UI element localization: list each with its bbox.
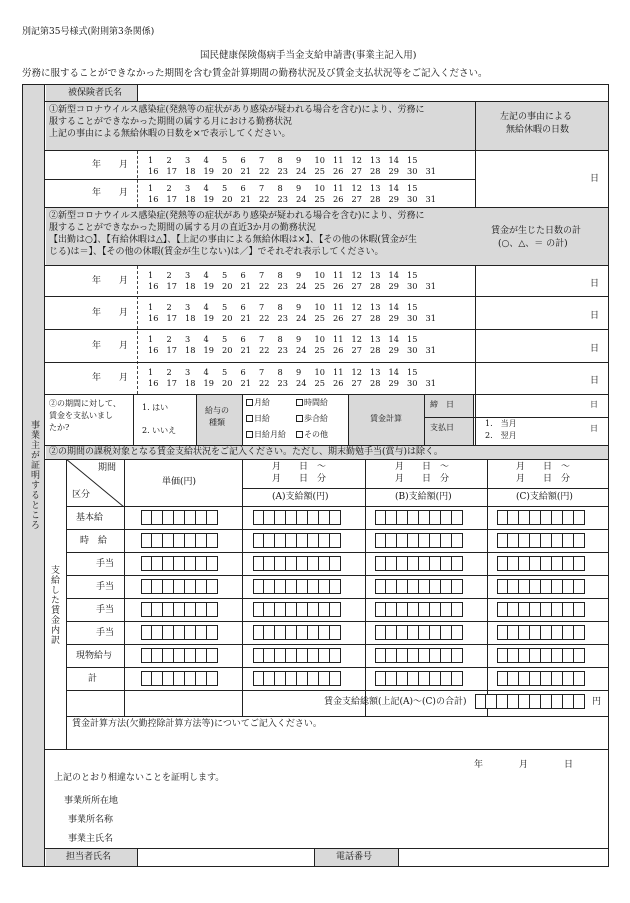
total-label: 賃金支給総額(上記(A)～(C)の合計) [324, 697, 467, 707]
amount-b-boxes-row-4[interactable] [375, 602, 463, 617]
category-label: 区分 [72, 490, 91, 500]
amount-a-boxes-row-3[interactable] [253, 579, 341, 594]
payment-q-2: 賃金を支払いまし [49, 411, 113, 420]
row-label-4: 手当 [96, 605, 115, 615]
page-title: 国民健康保険傷病手当金支給申請書(事業主記入用) [200, 50, 417, 61]
checkbox-icon [246, 399, 253, 406]
amount-b-boxes-row-2[interactable] [375, 556, 463, 571]
cert-date[interactable]: 年 月 日 [474, 760, 574, 770]
side-label: 事業主が証明するところ [29, 420, 39, 530]
payment-no[interactable]: 2. いいえ [142, 426, 177, 435]
period-a-from: 月 日 ～ [272, 462, 327, 472]
payment-q-3: たか? [49, 423, 70, 432]
next-month[interactable]: 2. 翌月 [485, 431, 517, 440]
s1-day-unit: 日 [590, 174, 600, 184]
section2-text-3: 【出勤は○】、【有給休暇は△】、【上記の事由による無給休暇は×】、【その他の休暇(賃金が生 [49, 235, 417, 245]
salary-type-label-2: 種類 [209, 418, 225, 427]
row-label-6: 現物給与 [76, 651, 113, 661]
opt-commission[interactable]: 歩合給 [296, 414, 328, 424]
col-a-header: (A)支給額(円) [272, 492, 329, 502]
amount-b-boxes-row-0[interactable] [375, 510, 463, 525]
insured-name-field[interactable] [139, 85, 608, 101]
s2-day-unit-4: 日 [590, 376, 600, 386]
row-label-3: 手当 [96, 582, 115, 592]
amount-c-boxes-row-7[interactable] [497, 671, 585, 686]
total-yen: 円 [592, 697, 602, 707]
amount-c-boxes-row-3[interactable] [497, 579, 585, 594]
closing-day-unit: 日 [590, 400, 598, 409]
s2-days-3[interactable]: 1 2 3 4 5 6 7 8 9 10 11 12 13 14 15 16 17 18 19 20 21 22 23 24 25 26 27 28 29 30 31 [148, 334, 436, 355]
checkbox-icon [296, 399, 303, 406]
phone-label: 電話番号 [336, 852, 373, 862]
checkbox-icon [246, 431, 253, 438]
opt-hourly[interactable]: 時間給 [296, 398, 328, 408]
calc-method-label: 賃金計算方法(欠勤控除計算方法等)についてご記入ください。 [72, 719, 322, 729]
amount-c-boxes-row-5[interactable] [497, 625, 585, 640]
unit-price-boxes-row-6[interactable] [141, 648, 218, 663]
s1-month-label-2: 年 月 [92, 188, 129, 198]
period-c-from: 月 日 ～ [516, 462, 571, 472]
calc-method-field[interactable] [67, 731, 607, 749]
unit-price-boxes-row-7[interactable] [141, 671, 218, 686]
s2-month-label-4: 年 月 [92, 373, 129, 383]
unit-price-boxes-row-4[interactable] [141, 602, 218, 617]
unit-price-boxes-row-0[interactable] [141, 510, 218, 525]
person-in-charge-field[interactable] [139, 849, 313, 866]
s1-days-2[interactable]: 1 2 3 4 5 6 7 8 9 10 11 12 13 14 15 16 17 18 19 20 21 22 23 24 25 26 27 28 29 30 31 [148, 183, 436, 204]
unit-price-boxes-row-5[interactable] [141, 625, 218, 640]
section2-text-1: ②新型コロナウイルス感染症(発熱等の症状があり感染が疑われる場合を含む)により、労務に [49, 211, 425, 221]
amount-c-boxes-row-2[interactable] [497, 556, 585, 571]
section2-text-2: 服することができなかった期間の属する月の直近3か月の勤務状況 [49, 223, 316, 233]
opt-other[interactable]: その他 [296, 430, 328, 440]
s1-days-1[interactable]: 1 2 3 4 5 6 7 8 9 10 11 12 13 14 15 16 17 18 19 20 21 22 23 24 25 26 27 28 29 30 31 [148, 155, 436, 176]
period-c-to: 月 日 分 [516, 474, 571, 484]
section1-right-2: 無給休暇の日数 [506, 125, 570, 135]
employer-name-label: 事業主氏名 [68, 834, 114, 844]
s2-month-label-3: 年 月 [92, 341, 129, 351]
unit-price-boxes-row-2[interactable] [141, 556, 218, 571]
instruction-text: 労務に服することができなかった期間を含む賃金計算期間の勤務状況及び賃金支払状況等をご記入ください。 [22, 68, 488, 79]
row-label-2: 手当 [96, 559, 115, 569]
s2-days-4[interactable]: 1 2 3 4 5 6 7 8 9 10 11 12 13 14 15 16 17 18 19 20 21 22 23 24 25 26 27 28 29 30 31 [148, 367, 436, 388]
amount-c-boxes-row-1[interactable] [497, 533, 585, 548]
amount-a-boxes-row-5[interactable] [253, 625, 341, 640]
s2-day-unit-3: 日 [590, 344, 600, 354]
insured-name-label: 被保険者氏名 [68, 88, 123, 98]
period-a-to: 月 日 分 [272, 474, 327, 484]
amount-b-boxes-row-1[interactable] [375, 533, 463, 548]
payment-q-1: ②の期間に対して、 [49, 399, 121, 408]
section2-right-2: (○、△、＝ の計) [498, 239, 568, 249]
s2-day-unit-1: 日 [590, 279, 600, 289]
checkbox-icon [296, 431, 303, 438]
section1-text-3: 上記の事由による無給休暇の日数を×で表示してください。 [49, 129, 291, 139]
s2-days-2[interactable]: 1 2 3 4 5 6 7 8 9 10 11 12 13 14 15 16 17 18 19 20 21 22 23 24 25 26 27 28 29 30 31 [148, 302, 436, 323]
amount-b-boxes-row-5[interactable] [375, 625, 463, 640]
checkbox-icon [246, 415, 253, 422]
period-b-to: 月 日 分 [395, 474, 450, 484]
s2-month-label-1: 年 月 [92, 276, 129, 286]
checkbox-icon [296, 415, 303, 422]
amount-c-boxes-row-4[interactable] [497, 602, 585, 617]
office-name-label: 事業所名称 [68, 815, 114, 825]
row-label-0: 基本給 [76, 513, 104, 523]
row-label-7: 計 [88, 674, 98, 684]
salary-type-label-1: 給与の [205, 406, 229, 415]
row-label-5: 手当 [96, 628, 115, 638]
amount-a-boxes-row-1[interactable] [253, 533, 341, 548]
section3-intro: ②の期間の課税対象となる賃金支給状況をご記入ください。ただし、期末勤勉手当(賞与)は除く。 [49, 447, 443, 457]
opt-monthly[interactable]: 月給 [246, 398, 270, 408]
wage-breakdown-label: 支給した賃金内訳 [49, 565, 59, 645]
calc-label: 賃金計算 [370, 414, 402, 423]
amount-a-boxes-row-6[interactable] [253, 648, 341, 663]
total-amount-boxes[interactable] [475, 694, 585, 709]
unit-price-boxes-row-1[interactable] [141, 533, 218, 548]
period-b-from: 月 日 ～ [395, 462, 450, 472]
opt-daily[interactable]: 日給 [246, 414, 270, 424]
amount-a-boxes-row-0[interactable] [253, 510, 341, 525]
this-month[interactable]: 1. 当月 [485, 419, 517, 428]
section1-text-2: 服することができなかった期間の属する月における勤務状況 [49, 117, 293, 127]
amount-b-boxes-row-6[interactable] [375, 648, 463, 663]
amount-a-boxes-row-2[interactable] [253, 556, 341, 571]
form-number: 別記第35号様式(附則第3条関係) [22, 27, 155, 37]
amount-a-boxes-row-4[interactable] [253, 602, 341, 617]
unit-price-boxes-row-3[interactable] [141, 579, 218, 594]
s2-days-1[interactable]: 1 2 3 4 5 6 7 8 9 10 11 12 13 14 15 16 17 18 19 20 21 22 23 24 25 26 27 28 29 30 31 [148, 270, 436, 291]
amount-c-boxes-row-0[interactable] [497, 510, 585, 525]
amount-c-boxes-row-6[interactable] [497, 648, 585, 663]
col-b-header: (B)支給額(円) [395, 492, 452, 502]
amount-b-boxes-row-7[interactable] [375, 671, 463, 686]
s2-month-label-2: 年 月 [92, 308, 129, 318]
s1-month-label-1: 年 月 [92, 160, 129, 170]
section1-text-1: ①新型コロナウイルス感染症(発熱等の症状があり感染が疑われる場合を含む)により、労務に [49, 105, 425, 115]
period-label: 期間 [98, 463, 117, 473]
payment-yes[interactable]: 1. はい [142, 403, 169, 412]
closing-label: 締 日 [430, 400, 454, 409]
s2-day-unit-2: 日 [590, 311, 600, 321]
pay-day-unit: 日 [590, 424, 598, 433]
phone-field[interactable] [400, 849, 608, 866]
amount-b-boxes-row-3[interactable] [375, 579, 463, 594]
section2-text-4: じる)は＝】、【その他の休暇(賃金が生じない)は／】でそれぞれ表示してください。 [49, 247, 384, 257]
person-in-charge-label: 担当者氏名 [66, 852, 112, 862]
section1-right-1: 左記の事由による [500, 112, 573, 122]
cert-statement: 上記のとおり相違ないことを証明します。 [54, 773, 225, 783]
col-c-header: (C)支給額(円) [516, 492, 573, 502]
section2-right-1: 賃金が生じた日数の計 [491, 226, 582, 236]
pay-label: 支払日 [430, 423, 454, 432]
amount-a-boxes-row-7[interactable] [253, 671, 341, 686]
row-label-1: 時 給 [80, 536, 108, 546]
unit-price-header: 単価(円) [162, 477, 197, 487]
opt-daily-monthly[interactable]: 日給月給 [246, 430, 286, 440]
office-address-label: 事業所所在地 [64, 796, 119, 806]
